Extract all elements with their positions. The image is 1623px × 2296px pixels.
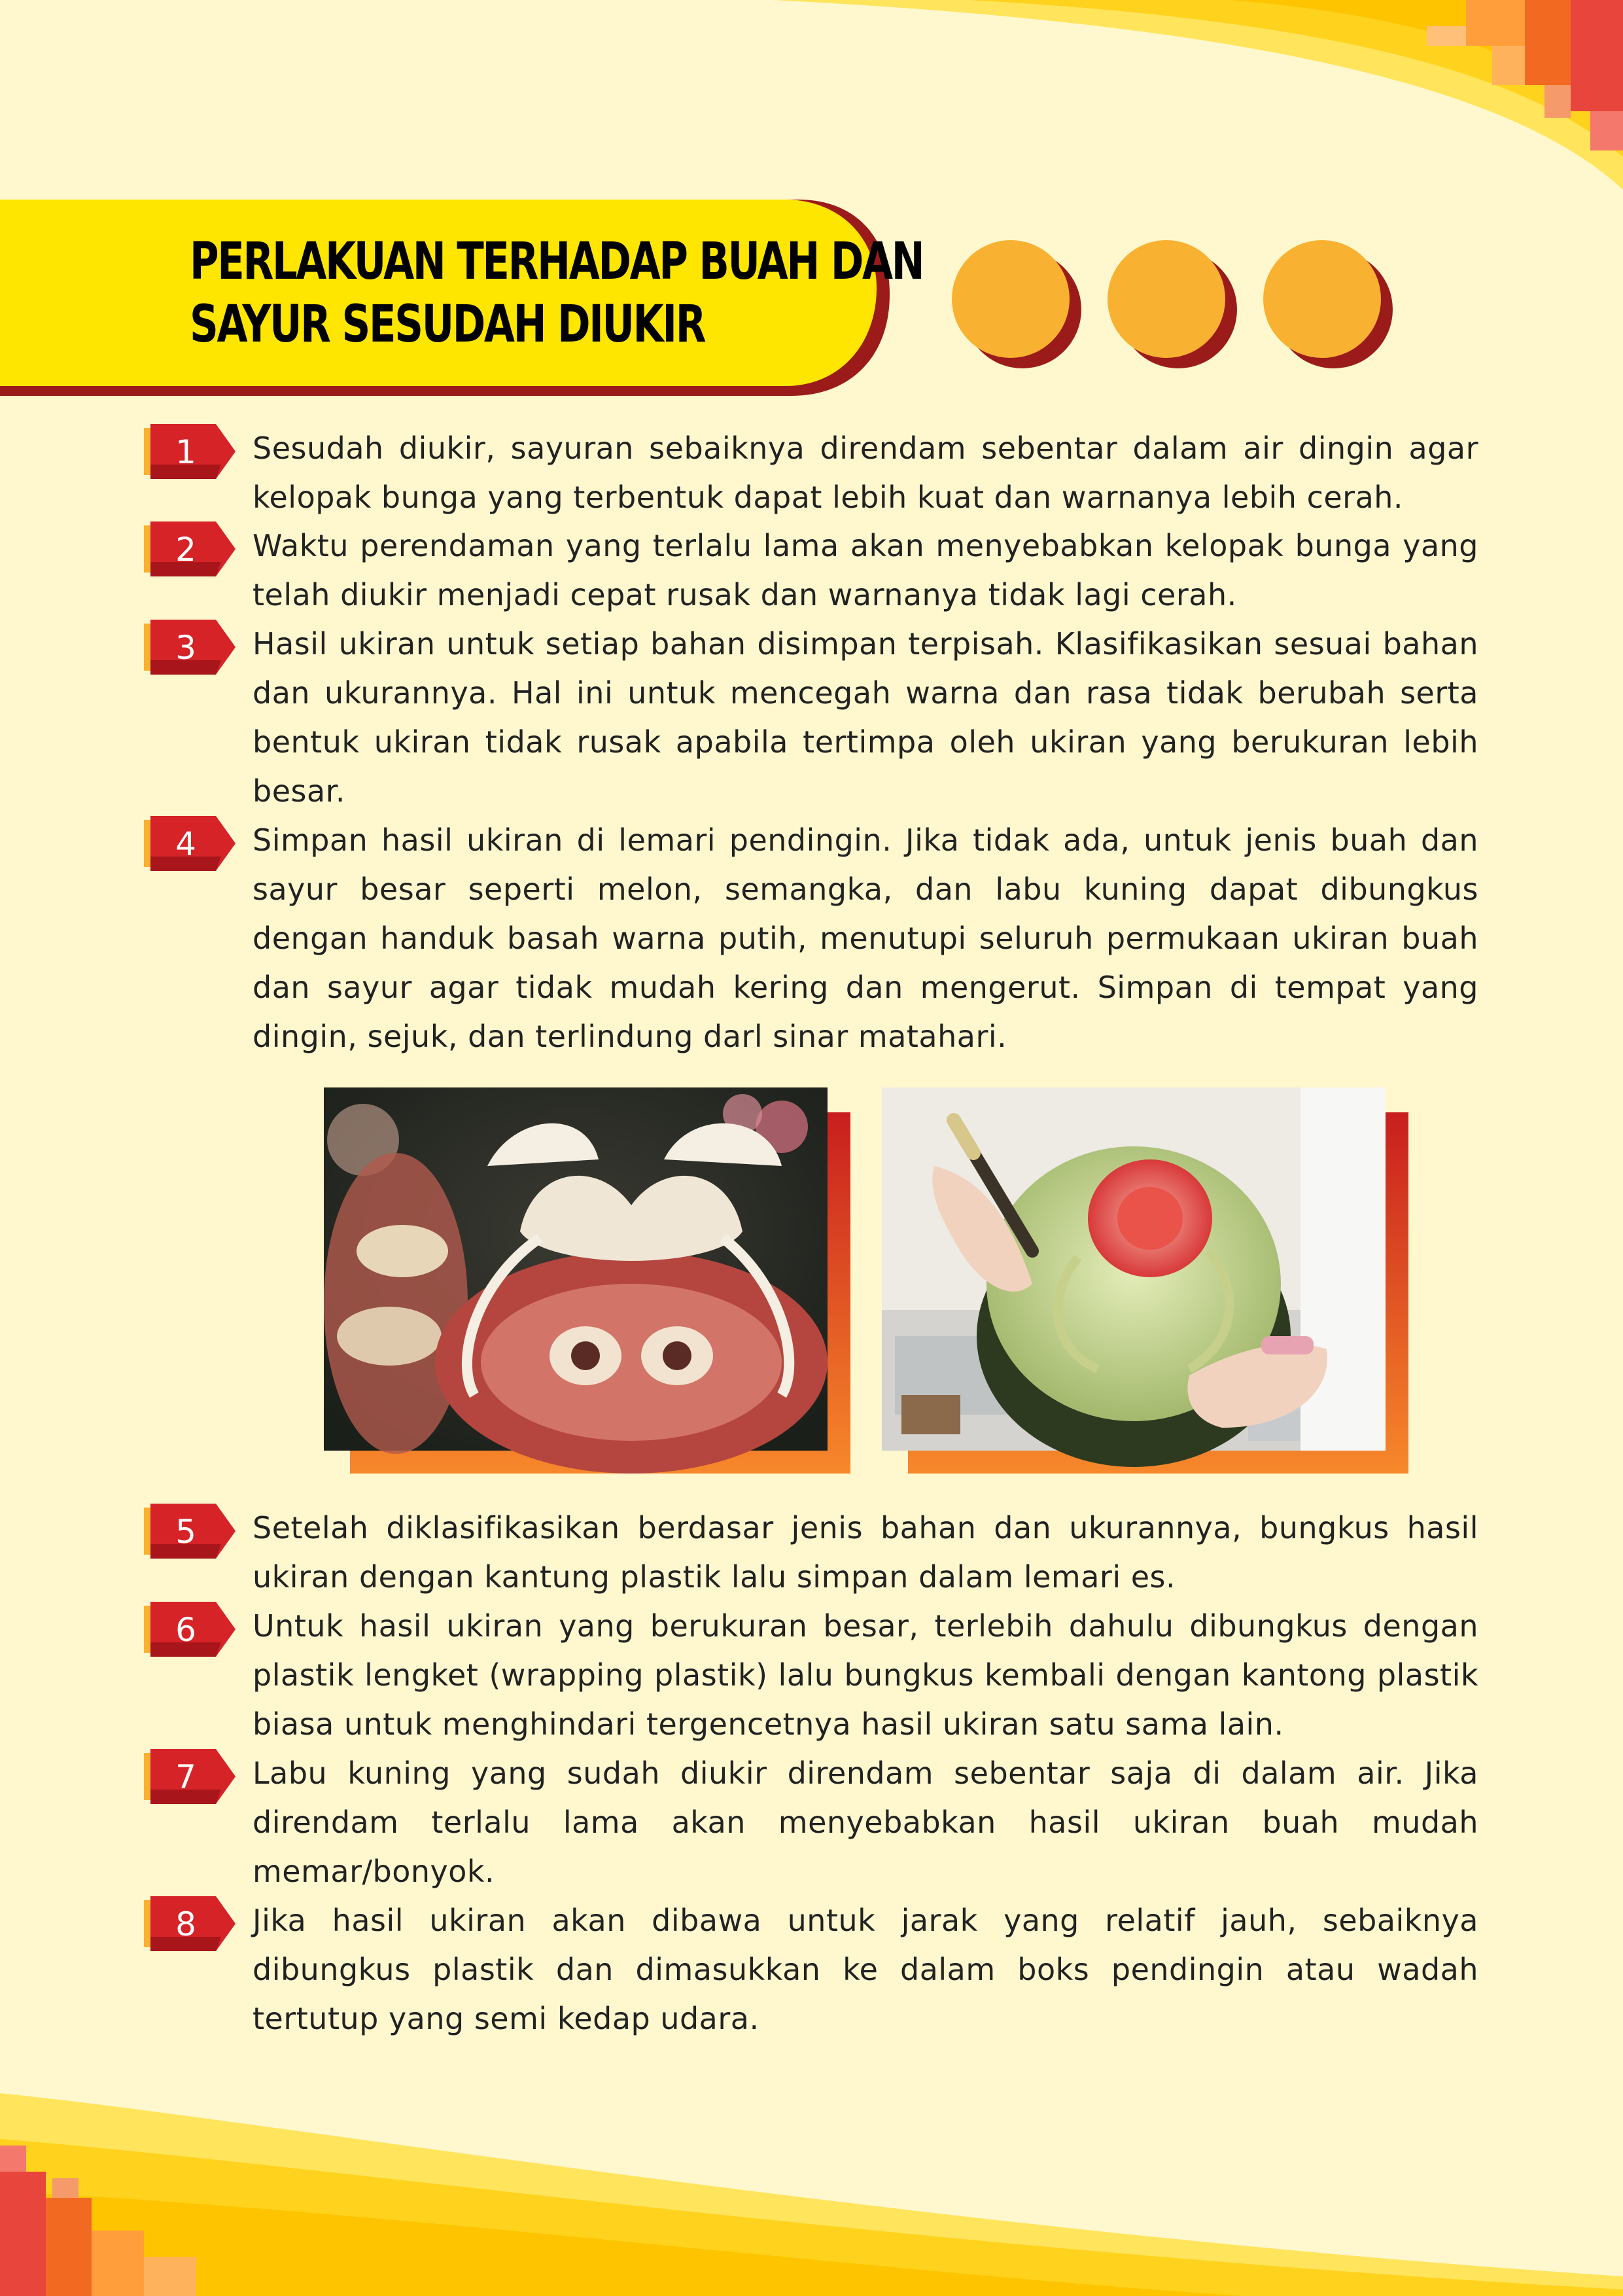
bottom-wave-decoration [0, 2080, 1623, 2296]
item-text: Untuk hasil ukiran yang berukuran besar, terlebih dahulu dibungkus dengan plastik lengket (wrapping plastik) lalu bungkus kembali dengan kantong plastik biasa untuk menghindari tergencetnya hasil ukiran satu sama lain. [253, 1608, 1478, 1742]
item-number: 3 [175, 629, 196, 667]
item-text: Simpan hasil ukiran di lemari pendingin. Jika tidak ada, untuk jenis buah dan sayur besar seperti melon, semangka, dan labu kuning dapat dibungkus dengan handuk basah warna putih, menutupi seluruh permukaan ukiran buah dan sayur agar tidak mudah kering dan mengerut. Simpan di tempat yang dingin, sejuk, dan terlindung darl sinar matahari. [253, 822, 1478, 1054]
page-title [190, 230, 924, 356]
item-number: 4 [175, 825, 196, 863]
top-wave-decoration [773, 0, 1623, 196]
title-line-2: SAYUR SESUDAH DIUKIR [190, 295, 705, 354]
item-text: Hasil ukiran untuk setiap bahan disimpan terpisah. Klasifikasikan sesuai bahan dan ukurannya. Hal ini untuk mencegah warna dan rasa tidak berubah serta bentuk ukiran tidak rusak apabila tertimpa oleh ukiran yang berukuran lebih besar. [253, 626, 1478, 809]
item-number: 6 [175, 1611, 196, 1649]
item-text: Setelah diklasifikasikan berdasar jenis bahan dan ukurannya, bungkus hasil ukiran dengan kantung plastik lalu simpan dalam lemari es. [253, 1510, 1478, 1595]
carved-fruit-birds-photo-icon [324, 1087, 850, 1474]
item-text: Waktu perendaman yang terlalu lama akan menyebabkan kelopak bunga yang telah diukir menjadi cepat rusak dan warnanya tidak lagi cerah. [253, 528, 1478, 612]
item-text: Sesudah diukir, sayuran sebaiknya direndam sebentar dalam air dingin agar kelopak bunga yang terbentuk dapat lebih kuat dan warnanya lebih cerah. [253, 431, 1478, 515]
item-number: 8 [175, 1905, 196, 1943]
item-number: 5 [175, 1513, 196, 1551]
decorative-dots [952, 239, 1397, 370]
carved-fruit-birds-photo [324, 1087, 850, 1474]
item-number: 7 [175, 1758, 196, 1796]
watermelon-carving-photo-icon [882, 1087, 1408, 1474]
item-text: Jika hasil ukiran akan dibawa untuk jarak yang relatif jauh, sebaiknya dibungkus plastik dan dimasukkan ke dalam boks pendingin atau wadah tertutup yang semi kedap udara. [253, 1903, 1478, 2036]
item-number: 2 [175, 531, 196, 569]
item-number: 1 [175, 433, 196, 471]
item-text: Labu kuning yang sudah diukir direndam sebentar saja di dalam air. Jika direndam terlalu lama akan menyebabkan hasil ukiran buah mudah memar/bonyok. [253, 1756, 1478, 1889]
watermelon-carving-photo [882, 1087, 1408, 1474]
title-line-1: PERLAKUAN TERHADAP BUAH DAN [190, 232, 924, 291]
